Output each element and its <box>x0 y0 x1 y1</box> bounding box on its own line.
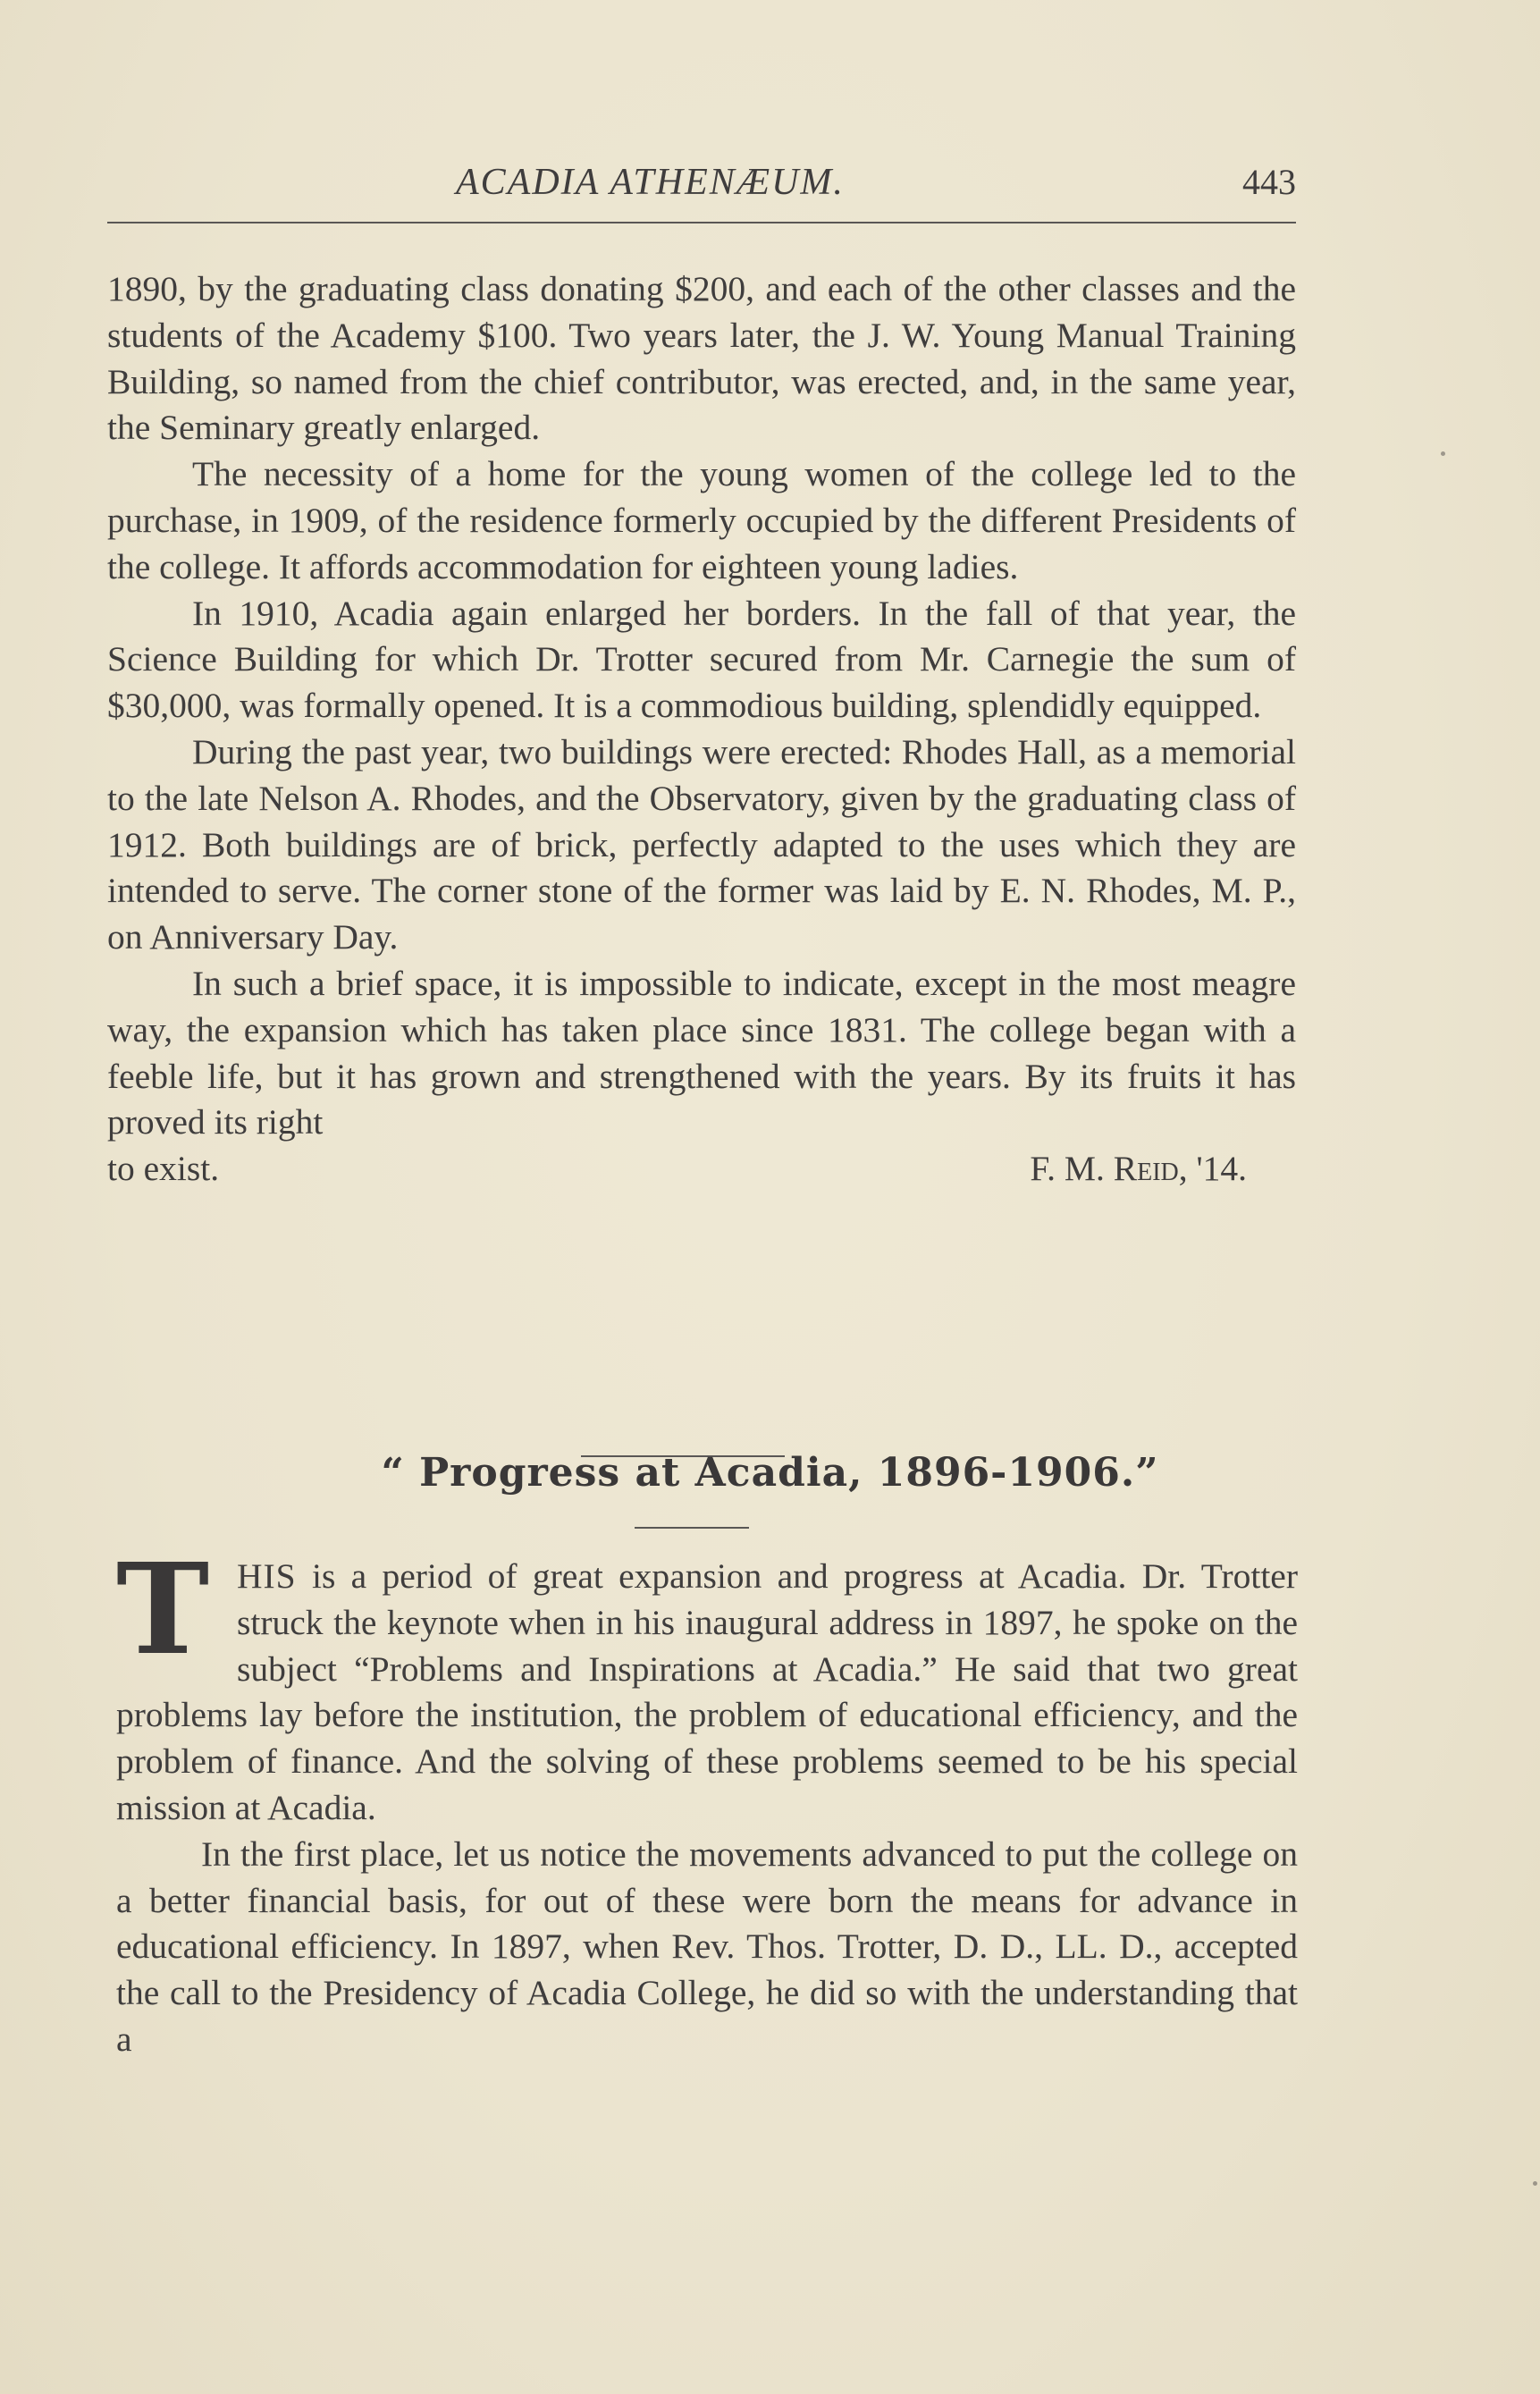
paragraph: In such a brief space, it is impossible to indicate, except in the most meagre way, the expansion which has taken place since 1831. The college began with a feeble life, but it has grown and strengthened with the years. By its fruits it has proved its right <box>107 963 1296 1142</box>
title-underline <box>635 1527 749 1529</box>
article-body <box>107 266 1296 1193</box>
paragraph: The necessity of a home for the young women of the college led to the purchase, in 1909, of the residence formerly occupied by the different Presidents of the college. It affords accommodation for eighteen young ladies. <box>107 454 1296 586</box>
paragraph: In 1910, Acadia again enlarged her borders. In the fall of that year, the Science Building for which Dr. Trotter secured from Mr. Carnegie the sum of $30,000, was formally opened. It is a commodious building, splendidly equipped. <box>107 593 1296 726</box>
paragraph: During the past year, two buildings were erected: Rhodes Hall, as a memorial to the late Nelson A. Rhodes, and the Observatory, given by the graduating class of 1912. Both buildings are of brick, perfectly adapted to the uses which they are intended to serve. The corner stone of the former was laid by E. N. Rhodes, M. P., on Anniversary Day. <box>107 731 1296 957</box>
section-title: “ Progress at Acadia, 1896-1906.” <box>381 1450 1159 1496</box>
drop-cap: T <box>116 1537 210 1683</box>
closing-line <box>107 1146 1296 1193</box>
author-signature: F. M. Reid, '14. <box>1030 1149 1247 1189</box>
opening-paragraph <box>116 1537 1298 1832</box>
page-header <box>107 154 1296 207</box>
page-number: 443 <box>1242 162 1296 202</box>
paragraph: In the first place, let us notice the movements advanced to put the college on a better financial basis, for out of these were born the means for advance in educational efficiency. In 1897, when Rev. Thos. Trotter, D. D., LL. D., accepted the call to the Presidency of Acadia College, he did so with the understanding that a <box>116 1833 1298 2059</box>
article-body <box>116 1537 1298 2063</box>
lead-word: HIS <box>237 1556 297 1596</box>
closing-text: to exist. <box>107 1149 220 1189</box>
paragraph: 1890, by the graduating class donating $200, and each of the other classes and the students of the Academy $100. Two years later, the J. W. Young Manual Training Building, so named from the chief contributor, was erected, and, in the same year, the Seminary greatly enlarged. <box>107 269 1296 448</box>
paper-speck <box>1533 2181 1537 2186</box>
paragraph-text: is a period of great expansion and progress at Acadia. Dr. Trotter struck the keynote when in his inaugural address in 1897, he spoke on the subject “Problems and Inspirations at Acadia.” He said that two great problems lay before the institution, the problem of educational efficiency, and the problem of finance. And the solving of these problems seemed to be his special mission at Acadia. <box>116 1556 1298 1827</box>
header-rule <box>107 222 1296 223</box>
running-title: ACADIA ATHENÆUM. <box>456 162 845 203</box>
paper-speck <box>1441 451 1445 456</box>
